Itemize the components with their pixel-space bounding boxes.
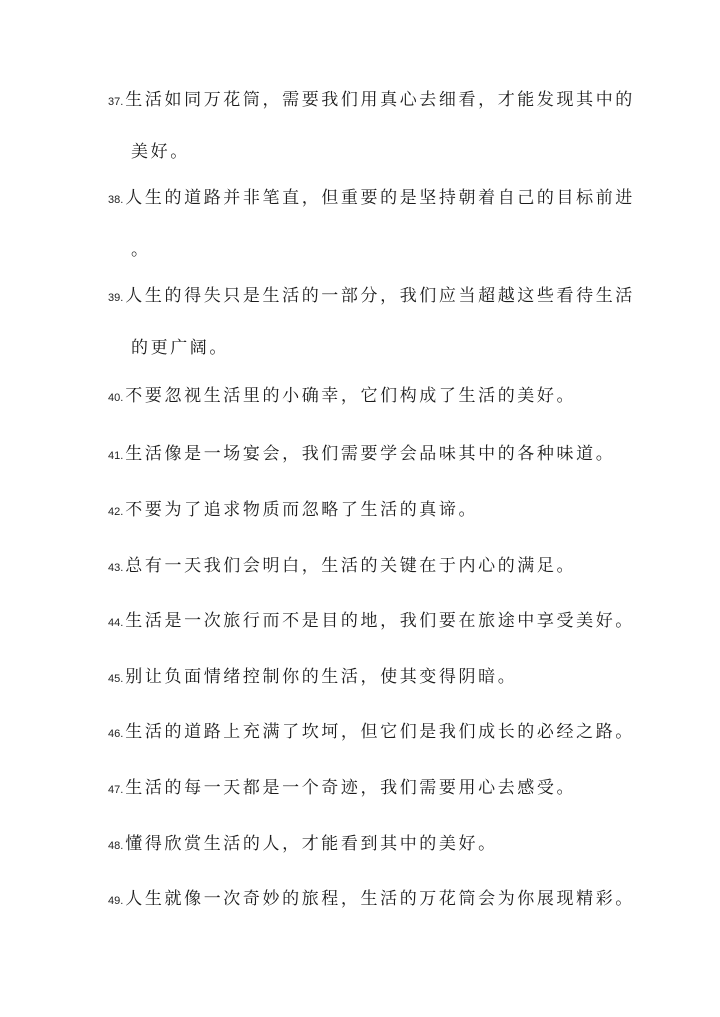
item-number: 40. [108, 392, 124, 404]
item-number: 44. [108, 617, 124, 629]
item-text: 不要为了追求物质而忽略了生活的真谛。 [125, 500, 479, 520]
item-line [108, 608, 635, 634]
item-line [108, 383, 628, 409]
list-item [108, 441, 628, 467]
item-number: 37. [108, 96, 124, 108]
item-line [108, 283, 635, 309]
list-item [108, 608, 635, 634]
item-number: 47. [108, 784, 124, 796]
item-number: 41. [108, 450, 124, 462]
item-line [108, 497, 628, 523]
list-item [108, 775, 628, 801]
list-item [108, 383, 628, 409]
list-item [108, 664, 628, 690]
item-number: 42. [108, 506, 124, 518]
item-number: 39. [108, 292, 124, 304]
item-text: 人生的道路并非笔直，但重要的是坚持朝着自己的目标前进 [125, 188, 635, 208]
item-text: 生活是一次旅行而不是目的地，我们要在旅途中享受美好。 [125, 611, 635, 631]
item-text: 总有一天我们会明白，生活的关键在于内心的满足。 [125, 556, 577, 576]
list-item [108, 831, 628, 857]
item-line [108, 185, 635, 211]
item-text: 生活如同万花筒，需要我们用真心去细看，才能发现其中的 [125, 90, 635, 110]
item-line [108, 441, 628, 467]
item-line [108, 886, 635, 912]
item-continuation: 的更广阔。 [131, 338, 229, 358]
item-number: 46. [108, 728, 124, 740]
item-line [108, 831, 628, 857]
list-item [108, 553, 628, 579]
list-item [108, 886, 635, 912]
item-line [108, 664, 628, 690]
item-text: 不要忽视生活里的小确幸，它们构成了生活的美好。 [125, 386, 577, 406]
item-text: 生活的每一天都是一个奇迹，我们需要用心去感受。 [125, 778, 577, 798]
item-continuation: 。 [131, 240, 151, 260]
item-text: 生活的道路上充满了坎坷，但它们是我们成长的必经之路。 [125, 722, 635, 742]
item-line [108, 719, 635, 745]
list-item [108, 283, 635, 361]
item-text: 生活像是一场宴会，我们需要学会品味其中的各种味道。 [125, 444, 616, 464]
item-text: 别让负面情绪控制你的生活，使其变得阴暗。 [125, 667, 518, 687]
item-number: 45. [108, 673, 124, 685]
list-item [108, 87, 635, 165]
item-text: 人生的得失只是生活的一部分，我们应当超越这些看待生活 [125, 286, 635, 306]
item-number: 38. [108, 194, 124, 206]
list-item [108, 719, 635, 745]
item-continuation: 美好。 [131, 142, 190, 162]
item-number: 48. [108, 840, 124, 852]
item-line [108, 87, 635, 113]
item-text: 懂得欣赏生活的人，才能看到其中的美好。 [125, 834, 498, 854]
item-number: 43. [108, 562, 124, 574]
item-text: 人生就像一次奇妙的旅程，生活的万花筒会为你展现精彩。 [125, 889, 635, 909]
item-number: 49. [108, 895, 124, 907]
item-line [108, 775, 628, 801]
item-line [108, 553, 628, 579]
list-item [108, 497, 628, 523]
list-item [108, 185, 635, 263]
